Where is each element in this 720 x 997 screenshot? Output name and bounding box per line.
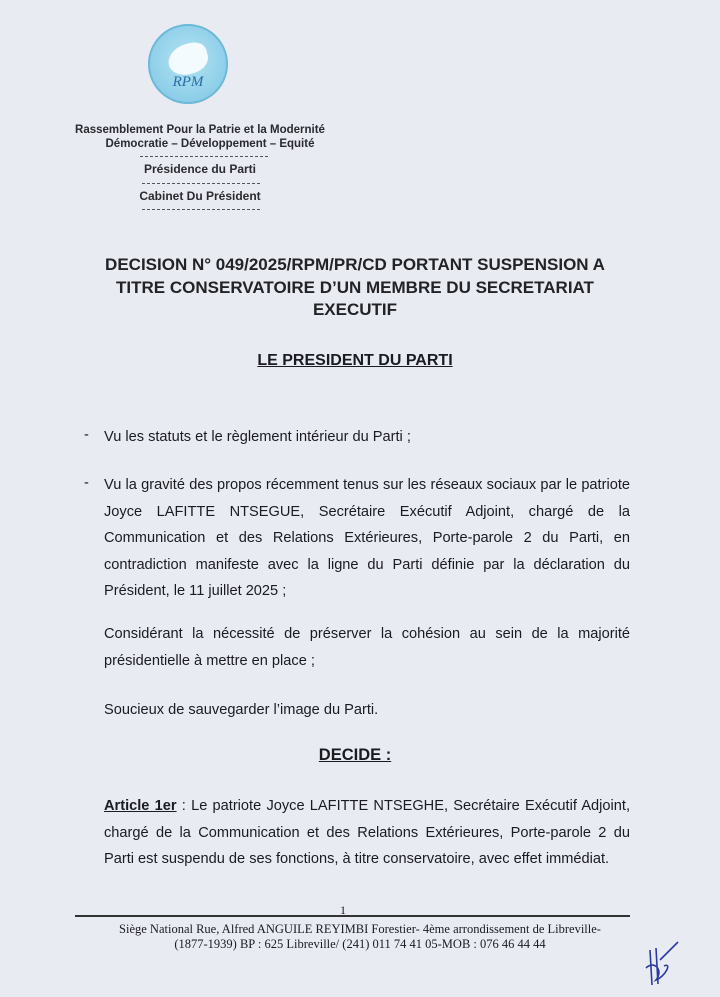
title-line: TITRE CONSERVATOIRE D’UN MEMBRE DU SECRETARIAT <box>116 277 594 297</box>
subtitle: LE PRESIDENT DU PARTI <box>257 352 453 369</box>
footer-line: Siège National Rue, Alfred ANGUILE REYIMBI Forestier- 4ème arrondissement de Libreville- <box>119 922 601 936</box>
office-name: Présidence du Parti <box>143 162 257 176</box>
article-text: : Le patriote Joyce LAFITTE NTSEGHE, Secrétaire Exécutif Adjoint, chargé de la Communication et des Relations Extérieures, Porte-parole 2 du Parti est suspendu de ses fonctions, à titre conservatoire, avec effet immédiat. <box>104 798 630 867</box>
party-motto: Démocratie – Développement – Equité <box>105 138 315 150</box>
divider <box>140 156 268 157</box>
party-name: Rassemblement Pour la Patrie et la Modernité <box>75 124 325 136</box>
footer-rule <box>75 915 630 917</box>
logo-text: RPM <box>172 74 204 90</box>
cabinet-name: Cabinet Du Président <box>139 189 261 203</box>
dove-icon <box>165 39 211 78</box>
paragraph-vu-gravite: Vu la gravité des propos récemment tenus sur les réseaux sociaux par le patriote Joyce LAFITTE NTSEGUE, Secrétaire Exécutif Adjoint, chargé de la Communication et des Relations Extérieures, Porte-parole 2 du Parti, en contradiction manifeste avec la ligne du Parti définie par la déclaration du Président, le 11 juillet 2025 ; <box>104 477 630 599</box>
footer-line: (1877-1939) BP : 625 Libreville/ (241) 011 74 41 05-MOB : 076 46 44 44 <box>174 937 546 951</box>
footer-address <box>60 922 660 952</box>
divider <box>142 183 260 184</box>
signature <box>642 940 682 990</box>
paragraph-soucieux: Soucieux de sauvegarder l’image du Parti. <box>104 702 379 718</box>
article-1 <box>104 793 630 873</box>
page-number: 1 <box>340 903 346 917</box>
rpm-logo <box>148 24 228 104</box>
title-line: DECISION N° 049/2025/RPM/PR/CD PORTANT SUSPENSION A <box>105 255 605 274</box>
divider <box>142 209 260 210</box>
article-label: Article 1er <box>104 798 177 814</box>
bullet: - <box>84 427 89 443</box>
decide-heading: DECIDE : <box>318 746 392 764</box>
title-line: EXECUTIF <box>312 300 398 319</box>
decision-title <box>60 254 650 322</box>
paragraph-vu-statuts: Vu les statuts et le règlement intérieur du Parti ; <box>104 429 411 445</box>
bullet: - <box>84 475 89 491</box>
paragraph-considerant: Considérant la nécessité de préserver la cohésion au sein de la majorité présidentielle à mettre en place ; <box>104 626 630 669</box>
